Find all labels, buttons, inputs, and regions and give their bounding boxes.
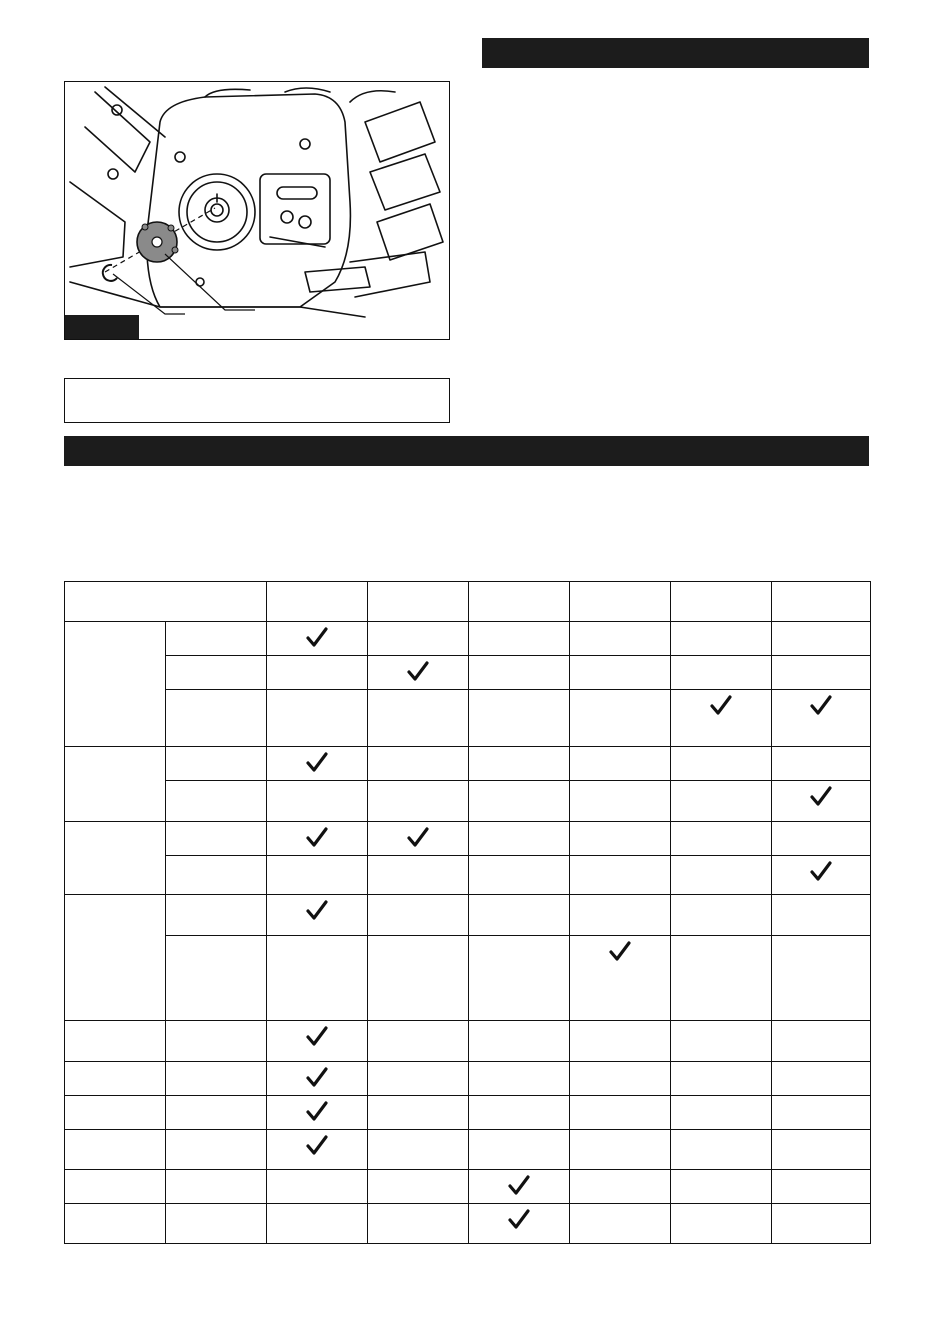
circlip-icon [103, 265, 117, 281]
table-cell [570, 781, 671, 822]
table-cell [368, 1021, 469, 1062]
table-cell [469, 1130, 570, 1170]
table-cell [267, 856, 368, 895]
table-item-cell [166, 822, 267, 856]
table-row [65, 1130, 871, 1170]
table-row [65, 895, 871, 936]
sprocket-figure [64, 81, 450, 340]
check-icon [508, 1174, 530, 1196]
table-cell [368, 656, 469, 690]
table-cell [772, 1021, 871, 1062]
table-cell [772, 822, 871, 856]
table-cell [267, 895, 368, 936]
table-cell [368, 747, 469, 781]
table-row [65, 1062, 871, 1096]
section-header-bar [482, 38, 869, 68]
table-item-cell [166, 1170, 267, 1204]
table-cell [772, 936, 871, 1021]
table-row [65, 1170, 871, 1204]
table-cell [368, 690, 469, 747]
table-cell [267, 1062, 368, 1096]
table-group-cell [65, 1021, 166, 1062]
table-cell [671, 822, 772, 856]
chainsaw-sprocket-diagram-icon [65, 82, 450, 340]
table-cell [671, 1204, 772, 1244]
table-header-cell [469, 582, 570, 622]
table-group-cell [65, 747, 166, 822]
table-cell [671, 747, 772, 781]
table-group-cell [65, 1130, 166, 1170]
table-cell [368, 822, 469, 856]
table-cell [469, 1062, 570, 1096]
check-icon [306, 826, 328, 848]
table-cell [570, 690, 671, 747]
table-cell [671, 1130, 772, 1170]
table-cell [368, 1204, 469, 1244]
table-cell [570, 895, 671, 936]
table-cell [469, 656, 570, 690]
table-cell [469, 822, 570, 856]
table-cell [267, 1204, 368, 1244]
check-icon [306, 1100, 328, 1122]
table-cell [267, 1021, 368, 1062]
table-group-cell [65, 622, 166, 747]
table-cell [368, 1130, 469, 1170]
table-cell [469, 622, 570, 656]
table-row [65, 1021, 871, 1062]
check-icon [810, 694, 832, 716]
table-item-cell [166, 690, 267, 747]
table-header-row [65, 582, 871, 622]
table-cell [772, 656, 871, 690]
table-cell [267, 936, 368, 1021]
table-item-cell [166, 1062, 267, 1096]
table-group-cell [65, 1204, 166, 1244]
maintenance-schedule-table [64, 581, 871, 1244]
table-cell [368, 781, 469, 822]
check-icon [306, 1134, 328, 1156]
table-cell [772, 747, 871, 781]
table-row [65, 690, 871, 747]
check-icon [810, 785, 832, 807]
table-cell [671, 856, 772, 895]
table-cell [570, 822, 671, 856]
table-cell [570, 1062, 671, 1096]
table-cell [671, 1021, 772, 1062]
table-item-cell [166, 936, 267, 1021]
table-cell [772, 1130, 871, 1170]
check-icon [306, 626, 328, 648]
table-cell [772, 1096, 871, 1130]
table-cell [772, 895, 871, 936]
table-cell [469, 690, 570, 747]
table-header-cell [570, 582, 671, 622]
table-cell [570, 1130, 671, 1170]
table-item-cell [166, 656, 267, 690]
table-group-cell [65, 1096, 166, 1130]
table-cell [267, 622, 368, 656]
table-cell [267, 690, 368, 747]
table-cell [368, 622, 469, 656]
note-box [64, 378, 450, 423]
table-cell [469, 936, 570, 1021]
table-item-cell [166, 1204, 267, 1244]
table-header-cell [671, 582, 772, 622]
table-item-cell [166, 622, 267, 656]
table-cell [772, 781, 871, 822]
table-cell [772, 1062, 871, 1096]
check-icon [306, 751, 328, 773]
table-item-cell [166, 1096, 267, 1130]
table-cell [267, 781, 368, 822]
table-item-cell [166, 856, 267, 895]
check-icon [306, 1066, 328, 1088]
table-group-cell [65, 1170, 166, 1204]
table-cell [671, 690, 772, 747]
table-row [65, 822, 871, 856]
table-cell [267, 1096, 368, 1130]
table-cell [469, 1204, 570, 1244]
table-cell [772, 1204, 871, 1244]
table-row [65, 936, 871, 1021]
table-item-cell [166, 1021, 267, 1062]
table-group-cell [65, 822, 166, 895]
check-icon [407, 826, 429, 848]
table-cell [368, 895, 469, 936]
table-cell [570, 1096, 671, 1130]
table-cell [267, 1130, 368, 1170]
check-icon [609, 940, 631, 962]
table-cell [671, 1096, 772, 1130]
check-icon [810, 860, 832, 882]
table-cell [570, 747, 671, 781]
table-item-cell [166, 895, 267, 936]
table-header-cell [772, 582, 871, 622]
sprocket-icon [137, 222, 178, 262]
table-cell [368, 1096, 469, 1130]
table-cell [469, 781, 570, 822]
table-row [65, 622, 871, 656]
table-cell [671, 895, 772, 936]
table-cell [570, 1021, 671, 1062]
figure-label-box [65, 315, 139, 339]
table-cell [368, 856, 469, 895]
table-cell [772, 856, 871, 895]
table-row [65, 747, 871, 781]
table-cell [267, 1170, 368, 1204]
table-row [65, 656, 871, 690]
table-row [65, 1096, 871, 1130]
maintenance-section-header-bar [64, 436, 869, 466]
table-cell [671, 1062, 772, 1096]
table-cell [772, 622, 871, 656]
table-cell [671, 936, 772, 1021]
table-cell [570, 656, 671, 690]
table-cell [671, 622, 772, 656]
table-cell [267, 747, 368, 781]
table-row [65, 781, 871, 822]
table-item-cell [166, 747, 267, 781]
table-header-cell [65, 582, 267, 622]
table-cell [570, 1204, 671, 1244]
table-cell [267, 656, 368, 690]
table-cell [570, 936, 671, 1021]
table-cell [772, 1170, 871, 1204]
table-cell [368, 1062, 469, 1096]
table-cell [469, 1096, 570, 1130]
table-cell [570, 622, 671, 656]
table-cell [469, 747, 570, 781]
table-header-cell [267, 582, 368, 622]
table-cell [267, 822, 368, 856]
check-icon [306, 1025, 328, 1047]
table-cell [671, 656, 772, 690]
table-cell [570, 1170, 671, 1204]
table-row [65, 1204, 871, 1244]
check-icon [710, 694, 732, 716]
table-cell [469, 895, 570, 936]
check-icon [407, 660, 429, 682]
table-cell [368, 1170, 469, 1204]
table-cell [772, 690, 871, 747]
table-group-cell [65, 1062, 166, 1096]
table-cell [469, 1021, 570, 1062]
table-cell [368, 936, 469, 1021]
check-icon [306, 899, 328, 921]
table-cell [671, 1170, 772, 1204]
check-icon [508, 1208, 530, 1230]
table-header-cell [368, 582, 469, 622]
table-item-cell [166, 1130, 267, 1170]
table-cell [469, 1170, 570, 1204]
table-item-cell [166, 781, 267, 822]
table-cell [570, 856, 671, 895]
table-cell [671, 781, 772, 822]
table-row [65, 856, 871, 895]
table-group-cell [65, 895, 166, 1021]
table-cell [469, 856, 570, 895]
